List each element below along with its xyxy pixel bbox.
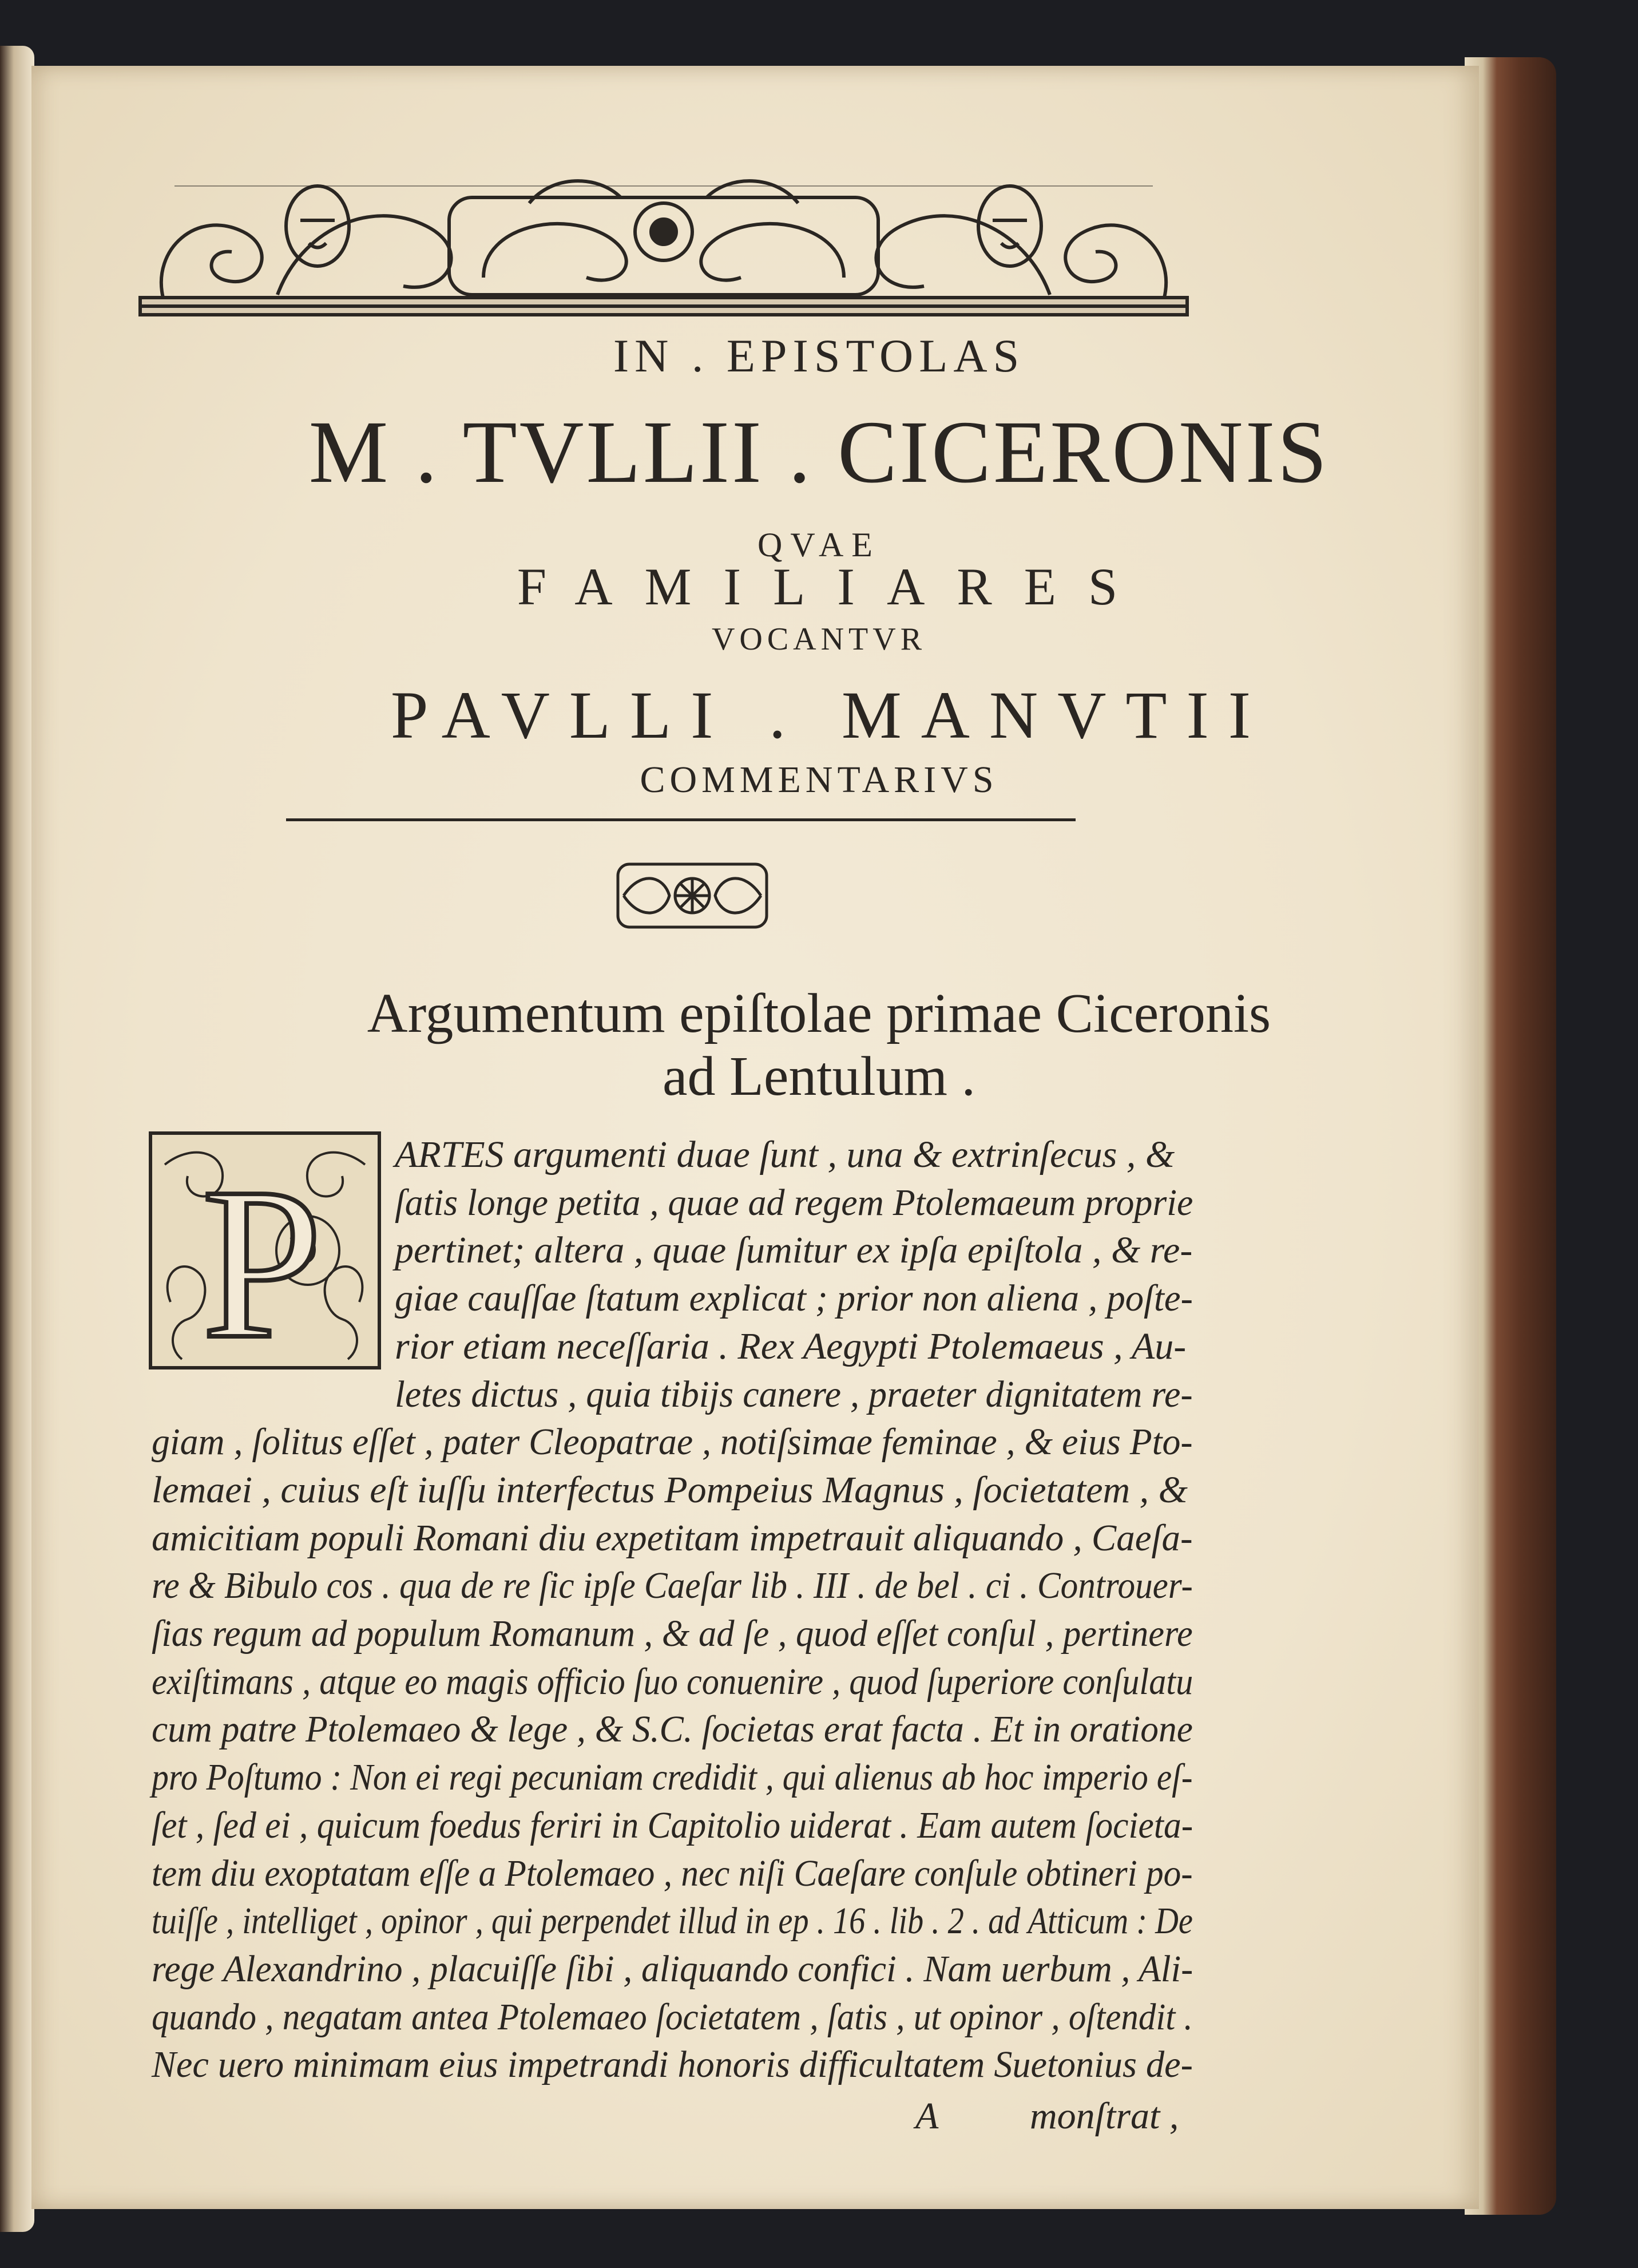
- title-line-4: FAMILIARES: [517, 557, 1150, 616]
- body-text-line: quando , negatam antea Ptolemaeo ſocietatem , ſatis , ut opinor , oſtendit .: [152, 1996, 1193, 2038]
- body-text-line: tuiſſe , intelliget , opinor , qui perpendet illud in ep . 16 . lib . 2 . ad Atticum : De: [152, 1900, 1193, 1942]
- body-text-line: rior etiam neceſſaria . Rex Aegypti Ptolemaeus , Au-: [395, 1325, 1187, 1367]
- body-text-line: giae cauſſae ſtatum explicat ; prior non aliena , poſte-: [395, 1277, 1193, 1319]
- initial-letter: P: [201, 1143, 323, 1371]
- body-text-line: pertinet; altera , quae ſumitur ex ipſa epiſtola , & re-: [395, 1229, 1193, 1271]
- body-text-line: letes dictus , quia tibijs canere , praeter dignitatem re-: [395, 1374, 1193, 1415]
- title-line-1: IN . EPISTOLAS: [613, 330, 1025, 382]
- body-text-line: rege Alexandrino , placuiſſe ſibi , aliquando confici . Nam uerbum , Ali-: [152, 1948, 1193, 1990]
- fleuron-ornament: [606, 853, 778, 939]
- body-text-line: ſias regum ad populum Romanum , & ad ſe , quod eſſet conſul , pertinere: [152, 1613, 1193, 1655]
- body-text-line: giam , ſolitus eſſet , pater Cleopatrae , notiſsimae feminae , & eius Pto-: [152, 1421, 1193, 1463]
- ornamental-headpiece: [129, 163, 1199, 326]
- body-text-line: pro Poſtumo : Non ei regi pecuniam credidit , qui alienus ab hoc imperio eſ-: [152, 1756, 1193, 1798]
- signature-mark: A: [915, 2095, 939, 2137]
- title-line-5: VOCANTVR: [711, 622, 927, 657]
- title-line-author: M . TVLLII . CICERONIS: [308, 402, 1330, 501]
- argument-title-line-1: Argumentum epiſtolae primae Ciceronis: [367, 983, 1271, 1044]
- body-text-line: ſet , ſed ei , quicum foedus feriri in Capitolio uiderat . Eam autem ſocieta-: [152, 1804, 1193, 1846]
- body-text-line: re & Bibulo cos . qua de re ſic ipſe Caeſar lib . III . de bel . ci . Controuer-: [152, 1565, 1193, 1606]
- body-text-line: amicitiam populi Romani diu expetitam impetrauit aliquando , Caeſa-: [152, 1517, 1193, 1559]
- title-line-3: QVAE: [757, 526, 881, 564]
- body-text-line: cum patre Ptolemaeo & lege , & S.C. ſocietas erat facta . Et in oratione: [152, 1708, 1193, 1750]
- title-line-7: COMMENTARIVS: [640, 759, 998, 801]
- body-text-line: lemaei , cuius eſt iuſſu interfectus Pompeius Magnus , ſocietatem , &: [152, 1469, 1188, 1511]
- catchword: monſtrat ,: [1030, 2095, 1179, 2137]
- body-text-line: exiſtimans , atque eo magis officio ſuo conuenire , quod ſuperiore conſulatu: [152, 1661, 1193, 1703]
- argument-title-line-2: ad Lentulum .: [662, 1046, 976, 1107]
- decorated-initial: [148, 1130, 382, 1371]
- body-text-line: ſatis longe petita , quae ad regem Ptolemaeum proprie: [395, 1182, 1193, 1224]
- body-text-line: ARTES argumenti duae ſunt , una & extrinſecus , &: [395, 1134, 1175, 1175]
- title-rule: [286, 818, 1076, 821]
- body-text-line: tem diu exoptatam eſſe a Ptolemaeo , nec niſi Caeſare conſule obtineri po-: [152, 1853, 1193, 1894]
- title-line-commentator: PAVLLI . MANVTII: [390, 678, 1271, 753]
- body-text-line: Nec uero minimam eius impetrandi honoris difficultatem Suetonius de-: [152, 2044, 1193, 2085]
